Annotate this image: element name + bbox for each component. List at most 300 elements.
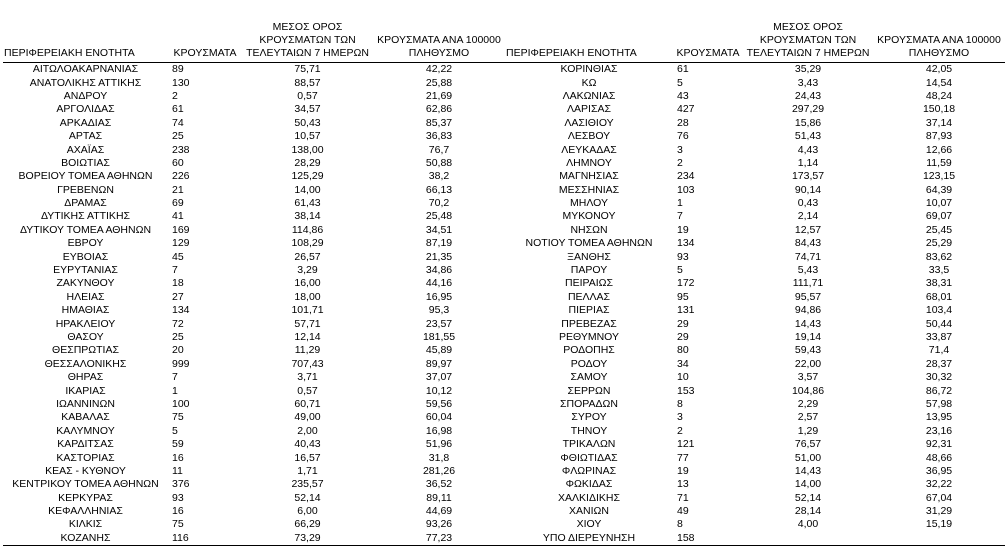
header-avg7: ΜΕΣΟΣ ΟΡΟΣ ΚΡΟΥΣΜΑΤΩΝ ΤΩΝ ΤΕΛΕΥΤΑΙΩΝ 7 ΗΜΕΡΩΝ <box>743 0 873 63</box>
region-cell: ΗΡΑΚΛΕΙΟΥ <box>55 317 116 330</box>
region-cell: ΞΑΝΘΗΣ <box>567 250 611 263</box>
region-cell: ΚΑΒΑΛΑΣ <box>61 411 110 424</box>
per100k-cell: 59,56 <box>425 397 453 410</box>
avg7-cell: 14,00 <box>794 478 822 491</box>
avg7-cell: 57,71 <box>294 317 321 330</box>
table-row <box>505 532 1005 546</box>
per100k-cell: 16,98 <box>425 424 453 437</box>
table-row <box>3 90 505 103</box>
per100k-cell: 33,87 <box>925 331 953 343</box>
region-cell: ΠΕΛΛΑΣ <box>567 290 611 303</box>
avg7-cell: 59,43 <box>794 344 822 357</box>
per100k-cell: 89,11 <box>426 491 452 504</box>
table-row <box>505 197 1005 210</box>
region-cell: ΘΑΣΟΥ <box>67 331 104 343</box>
header-cases: ΚΡΟΥΣΜΑΤΑ <box>673 0 743 63</box>
table-row <box>505 277 1005 290</box>
header-per100k: ΚΡΟΥΣΜΑΤΑ ΑΝΑ 100000 ΠΛΗΘΥΣΜΟ <box>873 0 1005 63</box>
table-row <box>505 384 1005 397</box>
table-row <box>505 291 1005 304</box>
region-cell: ΠΕΙΡΑΙΩΣ <box>565 277 613 290</box>
table-row <box>505 425 1005 438</box>
table-row <box>3 344 505 357</box>
avg7-cell: 1,71 <box>297 464 318 477</box>
table-row <box>3 478 505 491</box>
cases-cell: 20 <box>172 344 184 357</box>
per100k-cell: 86,72 <box>925 384 953 397</box>
region-cell: ΜΥΚΟΝΟΥ <box>562 210 616 223</box>
region-cell: ΚΑΡΔΙΤΣΑΣ <box>57 438 114 451</box>
avg7-cell: 49,00 <box>294 411 321 424</box>
avg7-cell: 84,43 <box>794 237 822 250</box>
per100k-cell: 38,31 <box>925 277 953 290</box>
per100k-cell: 21,69 <box>425 89 453 102</box>
per100k-cell: 64,39 <box>925 183 953 196</box>
region-cell: ΘΗΡΑΣ <box>67 371 104 384</box>
cases-cell: 158 <box>673 532 743 546</box>
cases-cell: 5 <box>677 76 683 89</box>
avg7-cell: 10,57 <box>294 130 321 143</box>
header-cases: ΚΡΟΥΣΜΑΤΑ <box>168 0 242 63</box>
cases-cell: 7 <box>172 264 178 277</box>
cases-cell: 69 <box>172 197 184 210</box>
per100k-cell: 150,18 <box>922 103 956 116</box>
table-row <box>505 344 1005 357</box>
per100k-cell: 15,19 <box>925 518 953 531</box>
cases-cell: 19 <box>677 223 689 236</box>
cases-cell: 43 <box>677 89 689 102</box>
per100k-cell: 83,62 <box>925 250 953 263</box>
per100k-cell: 76,7 <box>428 143 450 156</box>
avg7-cell: 114,86 <box>291 223 324 236</box>
per100k-cell: 66,13 <box>425 183 453 196</box>
table-row <box>3 130 505 143</box>
per100k-cell: 50,44 <box>925 317 953 330</box>
cases-cell: 7 <box>677 210 683 223</box>
header-row <box>505 0 1005 63</box>
avg7-cell: 6,00 <box>297 505 318 518</box>
avg7-cell: 73,29 <box>242 532 373 546</box>
per100k-cell: 30,32 <box>925 371 953 384</box>
avg7-cell: 94,86 <box>794 304 822 317</box>
table-row <box>505 398 1005 411</box>
per100k-cell: 70,2 <box>428 197 450 210</box>
table-row <box>3 518 505 531</box>
region-cell: ΙΩΑΝΝΙΝΩΝ <box>56 397 115 410</box>
cases-cell: 2 <box>172 89 178 102</box>
cases-cell: 5 <box>677 264 683 277</box>
avg7-cell: 108,29 <box>291 237 324 250</box>
table-row <box>505 90 1005 103</box>
region-cell: ΛΕΣΒΟΥ <box>567 130 611 143</box>
avg7-cell: 3,57 <box>797 371 819 384</box>
cases-cell: 77 <box>677 451 689 464</box>
per100k-cell <box>873 532 1005 546</box>
header-region: ΠΕΡΙΦΕΡΕΙΑΚΗ ΕΝΟΤΗΤΑ <box>3 0 168 63</box>
avg7-cell: 111,71 <box>792 277 824 290</box>
per100k-cell: 45,89 <box>425 344 453 357</box>
table-row <box>505 130 1005 143</box>
table-row <box>505 157 1005 170</box>
avg7-cell: 74,71 <box>794 250 822 263</box>
avg7-cell: 22,00 <box>794 357 822 370</box>
table-row <box>3 103 505 116</box>
cases-cell: 1 <box>172 384 178 397</box>
region-cell: ΣΠΟΡΑΔΩΝ <box>560 397 618 410</box>
per100k-cell: 48,66 <box>925 451 953 464</box>
table-row <box>505 438 1005 451</box>
region-cell: ΝΗΣΩΝ <box>570 223 608 236</box>
table-row <box>3 170 505 183</box>
region-cell: ΚΩ <box>581 76 597 89</box>
region-cell: ΔΥΤΙΚΟΥ ΤΟΜΕΑ ΑΘΗΝΩΝ <box>19 223 152 236</box>
table-row <box>505 317 1005 330</box>
per100k-cell: 42,05 <box>925 63 953 76</box>
avg7-cell <box>743 532 873 546</box>
region-cell: ΕΥΒΟΙΑΣ <box>62 250 109 263</box>
avg7-cell: 95,57 <box>794 290 822 303</box>
cases-cell: 95 <box>677 290 689 303</box>
per100k-cell: 89,97 <box>425 357 453 370</box>
cases-cell: 25 <box>172 331 184 343</box>
header-row <box>3 0 505 63</box>
avg7-cell: 15,86 <box>794 116 822 129</box>
region-cell: ΜΕΣΣΗΝΙΑΣ <box>558 183 620 196</box>
region-cell: ΑΝΑΤΟΛΙΚΗΣ ΑΤΤΙΚΗΣ <box>29 76 142 89</box>
table-row <box>3 465 505 478</box>
left-table <box>3 0 505 546</box>
cases-cell: 8 <box>677 518 683 531</box>
cases-cell: 29 <box>677 317 689 330</box>
region-cell: ΑΡΓΟΛΙΔΑΣ <box>56 103 115 116</box>
cases-cell: 76 <box>677 130 689 143</box>
region-cell: ΚΟΡΙΝΘΙΑΣ <box>560 63 618 76</box>
per100k-cell: 38,2 <box>428 170 450 183</box>
region-cell: ΘΕΣΠΡΩΤΙΑΣ <box>52 344 119 357</box>
right-table-body <box>505 63 1005 546</box>
per100k-cell: 44,69 <box>425 505 453 518</box>
per100k-cell: 31,29 <box>925 505 953 518</box>
table-row <box>505 170 1005 183</box>
cases-cell: 234 <box>677 170 695 183</box>
table-row <box>3 317 505 330</box>
per100k-cell: 23,57 <box>425 317 453 330</box>
cases-cell: 59 <box>172 438 184 451</box>
per100k-cell: 36,52 <box>425 478 453 491</box>
right-table <box>505 0 1005 546</box>
region-cell: ΡΟΔΟΥ <box>570 357 608 370</box>
region-cell: ΣΕΡΡΩΝ <box>567 384 611 397</box>
table-row <box>3 143 505 156</box>
cases-cell: 999 <box>172 357 190 370</box>
avg7-cell: 14,43 <box>794 464 822 477</box>
cases-cell: 93 <box>677 250 689 263</box>
avg7-cell: 40,43 <box>294 438 321 451</box>
avg7-cell: 2,57 <box>797 411 819 424</box>
region-cell: ΦΩΚΙΔΑΣ <box>565 478 613 491</box>
per100k-cell: 12,66 <box>925 143 953 156</box>
avg7-cell: 34,57 <box>294 103 321 116</box>
region-cell: ΕΒΡΟΥ <box>67 237 104 250</box>
table-row <box>505 518 1005 531</box>
region-cell: ΛΕΥΚΑΔΑΣ <box>561 143 617 156</box>
per100k-cell: 34,86 <box>425 264 453 277</box>
region-cell: ΦΘΙΩΤΙΔΑΣ <box>560 451 618 464</box>
per100k-cell: 60,04 <box>425 411 453 424</box>
cases-cell: 34 <box>677 357 689 370</box>
avg7-cell: 51,43 <box>794 130 822 143</box>
avg7-cell: 12,57 <box>794 223 822 236</box>
per100k-cell: 16,95 <box>425 290 453 303</box>
avg7-cell: 3,29 <box>297 264 318 277</box>
table-row <box>505 505 1005 518</box>
per100k-cell: 11,59 <box>926 156 952 169</box>
cases-cell: 27 <box>172 290 184 303</box>
region-cell: ΖΑΚΥΝΘΟΥ <box>56 277 115 290</box>
region-cell: ΒΟΡΕΙΟΥ ΤΟΜΕΑ ΑΘΗΝΩΝ <box>18 170 153 183</box>
region-cell: ΑΙΤΩΛΟΑΚΑΡΝΑΝΙΑΣ <box>32 63 139 76</box>
region-cell: ΠΑΡΟΥ <box>570 264 608 277</box>
table-row <box>3 532 505 546</box>
cases-cell: 75 <box>172 518 184 531</box>
per100k-cell: 14,54 <box>925 76 953 89</box>
region-cell: ΚΑΛΥΜΝΟΥ <box>56 424 115 437</box>
region-cell: ΛΑΣΙΘΙΟΥ <box>564 116 614 129</box>
region-cell: ΚΟΖΑΝΗΣ <box>3 532 168 546</box>
cases-cell: 129 <box>172 237 190 250</box>
per100k-cell: 69,07 <box>925 210 953 223</box>
cases-cell: 45 <box>172 250 184 263</box>
avg7-cell: 24,43 <box>794 89 822 102</box>
per100k-cell: 48,24 <box>925 89 953 102</box>
region-cell: ΔΥΤΙΚΗΣ ΑΤΤΙΚΗΣ <box>40 210 131 223</box>
avg7-cell: 61,43 <box>294 197 321 210</box>
table-row <box>3 451 505 464</box>
per100k-cell: 33,5 <box>928 264 950 277</box>
avg7-cell: 16,00 <box>294 277 321 290</box>
per100k-cell: 93,26 <box>425 518 453 531</box>
region-cell: ΑΧΑΪΑΣ <box>66 143 105 156</box>
region-cell: ΠΡΕΒΕΖΑΣ <box>561 317 617 330</box>
region-cell: ΜΗΛΟΥ <box>570 197 608 210</box>
table-row <box>505 76 1005 89</box>
avg7-cell: 125,29 <box>291 170 324 183</box>
avg7-cell: 18,00 <box>294 290 321 303</box>
table-row <box>505 331 1005 344</box>
region-cell: ΣΥΡΟΥ <box>571 411 607 424</box>
cases-cell: 18 <box>172 277 184 290</box>
per100k-cell: 25,88 <box>425 76 453 89</box>
cases-cell: 61 <box>677 63 689 76</box>
avg7-cell: 2,14 <box>797 210 819 223</box>
region-cell: ΚΕΦΑΛΛΗΝΙΑΣ <box>48 505 123 518</box>
table-row <box>505 411 1005 424</box>
table-row <box>3 63 505 77</box>
cases-cell: 10 <box>677 371 689 384</box>
region-cell: ΕΥΡΥΤΑΝΙΑΣ <box>53 264 118 277</box>
cases-cell: 226 <box>172 170 190 183</box>
table-row <box>505 358 1005 371</box>
region-cell: ΠΙΕΡΙΑΣ <box>568 304 610 317</box>
avg7-cell: 14,00 <box>294 183 321 196</box>
region-cell: ΓΡΕΒΕΝΩΝ <box>57 183 114 196</box>
avg7-cell: 50,43 <box>294 116 321 129</box>
avg7-cell: 35,29 <box>794 63 822 76</box>
region-cell: ΡΟΔΟΠΗΣ <box>563 344 615 357</box>
cases-cell: 153 <box>677 384 695 397</box>
cases-cell: 21 <box>172 183 184 196</box>
cases-cell: 1 <box>677 197 683 210</box>
avg7-cell: 104,86 <box>791 384 825 397</box>
cases-cell: 49 <box>677 505 689 518</box>
table-row <box>505 465 1005 478</box>
cases-cell: 13 <box>677 478 689 491</box>
region-cell: ΛΑΡΙΣΑΣ <box>567 103 611 116</box>
avg7-cell: 38,14 <box>294 210 321 223</box>
table-row <box>3 438 505 451</box>
table-row <box>505 224 1005 237</box>
table-row <box>3 117 505 130</box>
per100k-cell: 25,29 <box>925 237 953 250</box>
table-row <box>3 304 505 317</box>
region-cell: ΛΗΜΝΟΥ <box>566 156 612 169</box>
region-cell: ΑΡΚΑΔΙΑΣ <box>59 116 112 129</box>
table-row <box>505 143 1005 156</box>
cases-cell: 28 <box>677 116 689 129</box>
per100k-cell: 10,07 <box>925 197 953 210</box>
region-cell: ΑΡΤΑΣ <box>68 130 103 143</box>
region-cell: ΔΡΑΜΑΣ <box>64 197 107 210</box>
cases-cell: 61 <box>172 103 184 116</box>
cases-cell: 74 <box>172 116 184 129</box>
avg7-cell: 101,71 <box>291 304 324 317</box>
cases-cell: 131 <box>677 304 695 317</box>
right-table-section <box>505 0 1005 546</box>
cases-cell: 3 <box>677 411 683 424</box>
cases-cell: 93 <box>172 491 184 504</box>
per100k-cell: 77,23 <box>373 532 505 546</box>
table-row <box>3 76 505 89</box>
cases-cell: 7 <box>172 371 178 384</box>
per100k-cell: 87,93 <box>925 130 953 143</box>
per100k-cell: 42,22 <box>425 63 453 76</box>
per100k-cell: 62,86 <box>425 103 453 116</box>
per100k-cell: 181,55 <box>422 331 456 343</box>
table-row <box>3 250 505 263</box>
region-cell: ΤΡΙΚΑΛΩΝ <box>562 438 616 451</box>
table-row <box>3 492 505 505</box>
avg7-cell: 11,29 <box>294 344 321 357</box>
avg7-cell: 75,71 <box>294 63 321 76</box>
region-cell: ΒΟΙΩΤΙΑΣ <box>61 156 110 169</box>
per100k-cell: 71,4 <box>928 344 950 357</box>
cases-cell: 134 <box>172 304 190 317</box>
region-cell: ΙΚΑΡΙΑΣ <box>65 384 106 397</box>
cases-cell: 71 <box>677 491 689 504</box>
table-row <box>3 505 505 518</box>
cases-cell: 427 <box>677 103 695 116</box>
left-table-body <box>3 63 505 546</box>
region-cell: ΜΑΓΝΗΣΙΑΣ <box>559 170 619 183</box>
region-cell: ΝΟΤΙΟΥ ΤΟΜΕΑ ΑΘΗΝΩΝ <box>525 237 653 250</box>
cases-cell: 121 <box>677 438 695 451</box>
avg7-cell: 28,14 <box>794 505 822 518</box>
per100k-cell: 31,8 <box>428 451 450 464</box>
table-row <box>505 184 1005 197</box>
region-cell: ΚΕΝΤΡΙΚΟΥ ΤΟΜΕΑ ΑΘΗΝΩΝ <box>12 478 159 491</box>
avg7-cell: 3,43 <box>797 76 819 89</box>
avg7-cell: 4,43 <box>797 143 819 156</box>
cases-cell: 134 <box>677 237 695 250</box>
table-row <box>505 371 1005 384</box>
table-row <box>3 358 505 371</box>
avg7-cell: 173,57 <box>791 170 825 183</box>
table-row <box>3 237 505 250</box>
avg7-cell: 3,71 <box>297 371 318 384</box>
region-cell: ΡΕΘΥΜΝΟΥ <box>558 331 619 343</box>
avg7-cell: 138,00 <box>291 143 324 156</box>
table-row <box>3 398 505 411</box>
avg7-cell: 76,57 <box>794 438 822 451</box>
cases-cell: 11 <box>172 464 183 477</box>
cases-cell: 3 <box>677 143 683 156</box>
cases-cell: 75 <box>172 411 184 424</box>
avg7-cell: 2,00 <box>297 424 318 437</box>
per100k-cell: 57,98 <box>925 397 953 410</box>
region-cell: ΚΕΡΚΥΡΑΣ <box>58 491 113 504</box>
per100k-cell: 44,16 <box>425 277 453 290</box>
region-cell: ΧΙΟΥ <box>576 518 602 531</box>
cases-cell: 25 <box>172 130 184 143</box>
per100k-cell: 36,95 <box>925 464 953 477</box>
table-row <box>3 277 505 290</box>
avg7-cell: 5,43 <box>797 264 819 277</box>
cases-cell: 41 <box>172 210 184 223</box>
table-row <box>505 103 1005 116</box>
table-row <box>3 371 505 384</box>
cases-cell: 16 <box>172 505 184 518</box>
cases-cell: 169 <box>172 223 190 236</box>
region-cell: ΣΑΜΟΥ <box>570 371 608 384</box>
cases-cell: 103 <box>677 183 695 196</box>
avg7-cell: 66,29 <box>294 518 321 531</box>
avg7-cell: 1,29 <box>797 424 819 437</box>
per100k-cell: 87,19 <box>425 237 453 250</box>
cases-cell: 29 <box>677 331 689 343</box>
avg7-cell: 90,14 <box>794 183 822 196</box>
table-row <box>505 492 1005 505</box>
avg7-cell: 2,29 <box>797 397 819 410</box>
per100k-cell: 68,01 <box>925 290 953 303</box>
per100k-cell: 13,95 <box>925 411 953 424</box>
region-cell: ΥΠΟ ΔΙΕΡΕΥΝΗΣΗ <box>505 532 673 546</box>
cases-cell: 60 <box>172 156 184 169</box>
per100k-cell: 92,31 <box>925 438 953 451</box>
table-row <box>505 63 1005 77</box>
cases-cell: 8 <box>677 397 683 410</box>
avg7-cell: 52,14 <box>794 491 822 504</box>
header-per100k: ΚΡΟΥΣΜΑΤΑ ΑΝΑ 100000 ΠΛΗΘΥΣΜΟ <box>373 0 505 63</box>
table-row <box>3 264 505 277</box>
cases-cell: 80 <box>677 344 689 357</box>
table-row <box>505 478 1005 491</box>
avg7-cell: 297,29 <box>791 103 825 116</box>
per100k-cell: 37,07 <box>425 371 453 384</box>
per100k-cell: 103,4 <box>925 304 953 317</box>
left-table-section <box>3 0 505 546</box>
avg7-cell: 16,57 <box>294 451 321 464</box>
table-row <box>505 264 1005 277</box>
